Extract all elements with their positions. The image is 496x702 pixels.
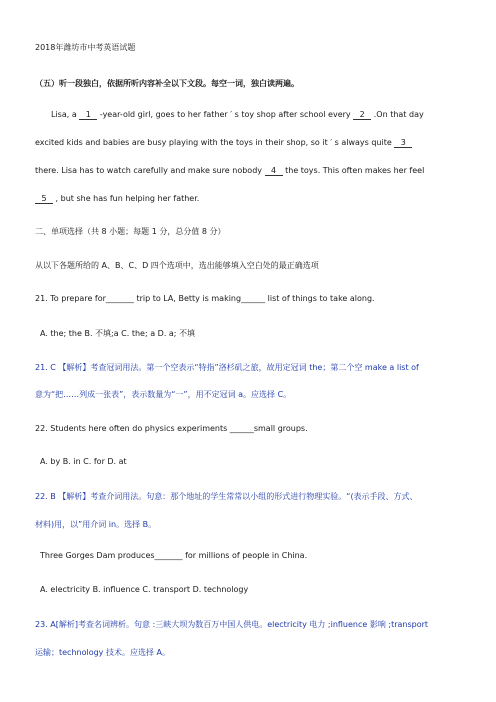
section5-heading: （五）听一段独白，依据所听内容补全以下文段。每空一词，独白读两遍。 bbox=[35, 79, 299, 88]
question-21-options: A. the; the B. 不填;a C. the; a D. a; 不填 bbox=[40, 329, 196, 338]
question-22-explanation-line-1: 22. B 【解析】考查介词用法。句意：那个地址的学生常常以小组的形式进行物理实验。“(表示手段、方式、 bbox=[35, 492, 418, 501]
passage-text: Lisa, a bbox=[51, 110, 80, 119]
passage-text: there. Lisa has to watch carefully and make sure nobody bbox=[35, 166, 265, 175]
section2-heading: 二、单项选择（共 8 小题；每题 1 分，总分值 8 分） bbox=[35, 227, 226, 236]
question-23-options: A. electricity B. influence C. transport D. technology bbox=[40, 585, 249, 594]
passage-text: excited kids and babies are busy playing with the toys in their shop, so it ′ s always quite bbox=[35, 138, 395, 147]
passage-line bbox=[51, 110, 424, 120]
document-title: 2018年潍坊市中考英语试题 bbox=[35, 43, 136, 52]
passage-text: the toys. This often makes her feel bbox=[282, 166, 425, 175]
answer-blank: 5 bbox=[35, 194, 53, 204]
passage-text: -year-old girl, goes to her father ′ s toy shop after school every bbox=[97, 110, 354, 119]
answer-blank: 3 bbox=[394, 138, 412, 148]
question-22-stem: 22. Students here often do physics experiments ______small groups. bbox=[35, 424, 308, 433]
answer-blank: 2 bbox=[353, 110, 371, 120]
answer-blank: 1 bbox=[79, 110, 97, 120]
passage-text: .On that day bbox=[371, 110, 424, 119]
question-22-options: A. by B. in C. for D. at bbox=[40, 457, 127, 466]
passage-text: , but she has fun helping her father. bbox=[53, 194, 200, 203]
passage-line bbox=[35, 166, 424, 176]
question-23-explanation-line-2: 运输；technology 技术。应选择 A。 bbox=[35, 648, 170, 657]
section2-instruction: 从以下各题所给的 A、B、C、D 四个选项中，选出能够填入空白处的最正确选项 bbox=[35, 261, 319, 270]
question-23-stem: Three Gorges Dam produces_______ for millions of people in China. bbox=[40, 551, 308, 560]
answer-blank: 4 bbox=[265, 166, 283, 176]
question-21-explanation-line-1: 21. C 【解析】考查冠词用法。第一个空表示“特指”洛杉矶之旅，故用定冠词 the；第二个空 make a list of bbox=[35, 363, 419, 372]
passage-line bbox=[35, 194, 199, 204]
passage-line bbox=[35, 138, 412, 148]
question-21-explanation-line-2: 意为“把……列成一张表”，表示数量为“一”，用不定冠词 a。应选择 C。 bbox=[35, 390, 292, 399]
question-23-explanation-line-1: 23. A[解析]考查名词辨析。句意 :三峡大坝为数百万中国人供电。electricity 电力 ;influence 影响 ;transport bbox=[35, 620, 429, 629]
question-21-stem: 21. To prepare for_______ trip to LA, Betty is making______ list of things to take along. bbox=[35, 294, 375, 303]
question-22-explanation-line-2: 材料)用，以”用介词 in。选择 B。 bbox=[35, 520, 157, 529]
